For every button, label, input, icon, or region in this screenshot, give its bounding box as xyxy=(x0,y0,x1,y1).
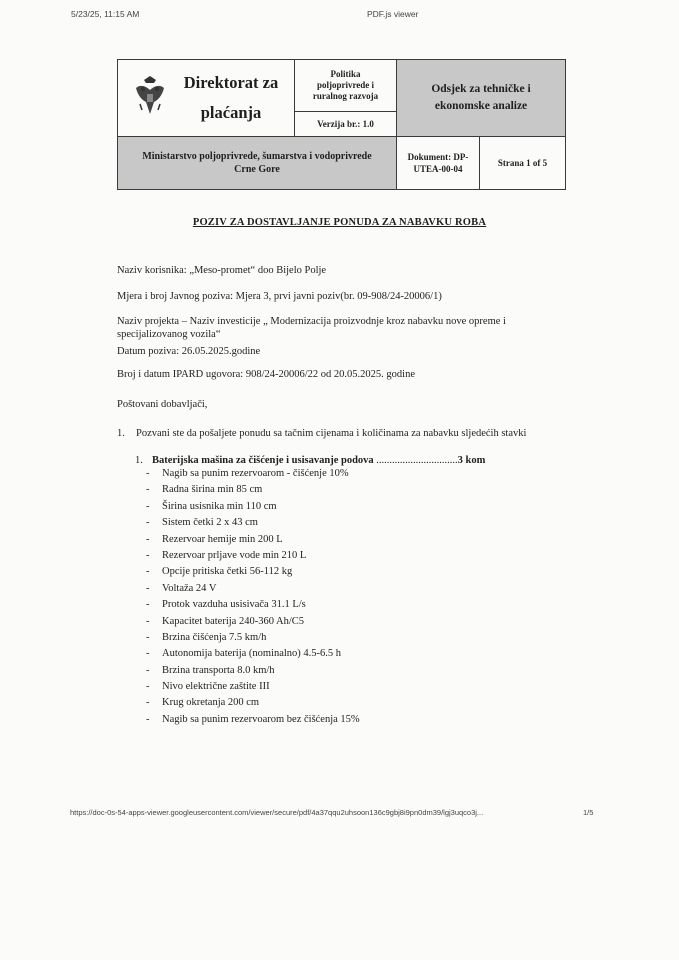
spec-text: Brzina transporta 8.0 km/h xyxy=(162,664,275,676)
spec-text: Nagib sa punim rezervoarom bez čišćenja 15% xyxy=(162,713,360,725)
spec-text: Voltaža 24 V xyxy=(162,582,217,594)
item-1-heading xyxy=(135,455,485,466)
viewer-title: PDF.js viewer xyxy=(367,9,419,19)
department-cell: Odsjek za tehničke i ekonomske analize xyxy=(397,60,566,137)
page-url: https://doc-0s-54-apps-viewer.googleusercontent.com/viewer/secure/pdf/4a37qqu2uhsoon136c9gbj8i9pn0dm39/lgj3uqco3j... xyxy=(70,808,484,817)
spec-text: Nivo električne zaštite III xyxy=(162,681,270,693)
bullet-dash: - xyxy=(146,582,150,594)
policy-cell: Politika poljoprivrede i ruralnog razvoja xyxy=(295,60,397,112)
bullet-dash: - xyxy=(146,697,150,709)
ipard-contract: Broj i datum IPARD ugovora: 908/24-20006/22 od 20.05.2025. godine xyxy=(117,369,415,380)
spec-text: Širina usisnika min 110 cm xyxy=(162,500,277,512)
spec-item xyxy=(146,712,360,728)
spec-item xyxy=(146,695,360,711)
spec-item xyxy=(146,515,360,531)
bullet-dash: - xyxy=(146,664,150,676)
bullet-dash: - xyxy=(146,681,150,693)
bullet-dash: - xyxy=(146,566,150,578)
bullet-dash: - xyxy=(146,631,150,643)
spec-text: Sistem četki 2 x 43 cm xyxy=(162,517,258,529)
spec-item xyxy=(146,564,360,580)
item-number: 1. xyxy=(135,455,143,466)
ministry-cell: Ministarstvo poljoprivrede, šumarstva i vodoprivrede Crne Gore xyxy=(118,137,397,190)
version-cell: Verzija br.: 1.0 xyxy=(295,112,397,137)
spec-text: Nagib sa punim rezervoarom - čišćenje 10% xyxy=(162,468,349,479)
paragraph-text: Pozvani ste da pošaljete ponudu sa tačnim cijenama i količinama za nabavku sljedećih stavki xyxy=(136,428,527,439)
bullet-dash: - xyxy=(146,468,150,479)
bullet-dash: - xyxy=(146,713,150,725)
bullet-dash: - xyxy=(146,599,150,611)
document-title: POZIV ZA DOSTAVLJANJE PONUDA ZA NABAVKU ROBA xyxy=(192,217,487,228)
bullet-dash: - xyxy=(146,648,150,660)
spec-item xyxy=(146,466,360,482)
spec-item xyxy=(146,581,360,597)
spec-item xyxy=(146,482,360,498)
spec-item xyxy=(146,614,360,630)
spec-text: Opcije pritiska četki 56-112 kg xyxy=(162,566,293,578)
spec-text: Rezervoar prljave vode min 210 L xyxy=(162,549,307,561)
spec-item xyxy=(146,679,360,695)
document-header-table xyxy=(117,59,566,190)
spec-text: Krug okretanja 200 cm xyxy=(162,697,260,709)
spec-text: Brzina čišćenja 7.5 km/h xyxy=(162,631,267,643)
public-call-number: Mjera i broj Javnog poziva: Mjera 3, prvi javni poziv(br. 09-908/24-20006/1) xyxy=(117,291,442,302)
spec-item xyxy=(146,532,360,548)
spec-text: Radna širina min 85 cm xyxy=(162,484,263,496)
document-code-cell: Dokument: DP- UTEA-00-04 xyxy=(397,137,480,190)
item-leader-dots: ............................... xyxy=(376,455,458,466)
beneficiary-name: Naziv korisnika: „Meso-promet“ doo Bijelo Polje xyxy=(117,265,327,276)
item-name: Baterijska mašina za čišćenje i usisavanje podova xyxy=(152,455,374,466)
print-timestamp: 5/23/25, 11:15 AM xyxy=(71,9,140,19)
bullet-dash: - xyxy=(146,615,150,627)
spec-item xyxy=(146,646,360,662)
directorate-cell xyxy=(118,60,295,137)
bullet-dash: - xyxy=(146,500,150,512)
spec-item xyxy=(146,630,360,646)
spec-text: Kapacitet baterija 240-360 Ah/C5 xyxy=(162,615,305,627)
spec-item xyxy=(146,499,360,515)
page-number-cell: Strana 1 of 5 xyxy=(480,137,566,190)
bullet-dash: - xyxy=(146,484,150,496)
bullet-dash: - xyxy=(146,549,150,561)
browser-print-header xyxy=(0,9,679,23)
montenegro-coat-of-arms-icon xyxy=(132,74,168,118)
spec-text: Autonomija baterija (nominalno) 4.5-6.5 h xyxy=(162,648,342,660)
print-page-number: 1/5 xyxy=(583,808,594,817)
spec-text: Protok vazduha usisivača 31.1 L/s xyxy=(162,599,306,611)
item-1-specifications xyxy=(146,466,360,728)
spec-item xyxy=(146,548,360,564)
spec-item xyxy=(146,663,360,679)
spec-item xyxy=(146,597,360,613)
spec-text: Rezervoar hemije min 200 L xyxy=(162,533,283,545)
browser-print-footer xyxy=(0,808,679,820)
paragraph-number: 1. xyxy=(117,428,125,439)
bullet-dash: - xyxy=(146,517,150,529)
bullet-dash: - xyxy=(146,533,150,545)
call-date: Datum poziva: 26.05.2025.godine xyxy=(117,346,261,357)
project-name: Naziv projekta – Naziv investicije „ Modernizacija proizvodnje kroz nabavku nove opreme i specijalizovanog vozila“ xyxy=(117,316,506,340)
paragraph-1 xyxy=(117,428,526,439)
item-quantity: 3 kom xyxy=(457,455,486,466)
directorate-name: Direktorat za plaćanja xyxy=(183,73,279,122)
greeting: Poštovani dobavljači, xyxy=(117,399,208,410)
